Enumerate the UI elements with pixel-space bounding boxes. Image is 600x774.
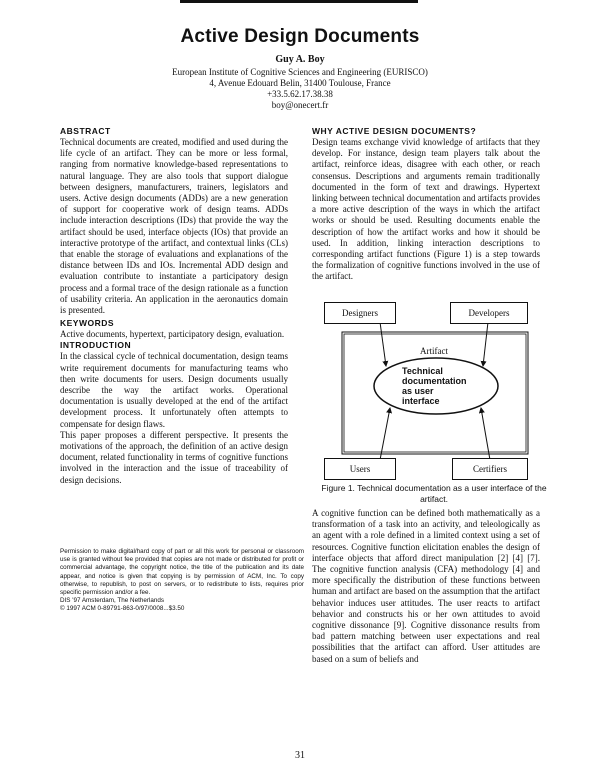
artifact-label: Artifact (420, 346, 448, 356)
intro-paragraph-1: In the classical cycle of technical documentation, design teams write requirement documents for manufacturing teams who then write documents for users. Design documents usually describe the way the artifact works. Operational documentation is usually developed at the end of the artifact development process. It unfortunately often attempts to compensate for design flaws. (60, 351, 288, 429)
intro-paragraph-2: This paper proposes a different perspective. It presents the motivations of the approach, the definition of an active design document, related functionality in terms of cognitive functions involved in the interaction and the issue of traceability of design decisions. (60, 429, 288, 485)
why-text: Design teams exchange vivid knowledge of artifacts that they develop. For instance, design team players talk about the artifact, reinforce ideas, disagree with each other, or reach consensus. Descriptions and arguments remain traditionally documented in the form of text and drawings. Hypertext linking between technical documentation and artifacts provides a more active description of the ways in which the artifact works or should be used. Resulting documents enable the description of how the artifact works and how it should be used. In addition, linking interaction descriptions to corresponding artifact functions (Figure 1) is a step towards the formalization of cognitive functions involved in the use of the artifact. (312, 137, 540, 282)
affiliation-phone: +33.5.62.17.38.38 (267, 89, 333, 99)
keywords-heading: KEYWORDS (60, 318, 115, 329)
page-number: 31 (295, 750, 305, 761)
users-box: Users (324, 458, 396, 480)
arrow-developers (483, 322, 488, 366)
author-name: Guy A. Boy (275, 54, 325, 65)
affiliation-email: boy@onecert.fr (271, 100, 329, 110)
why-heading: WHY ACTIVE DESIGN DOCUMENTS? (312, 126, 477, 136)
conference-venue: DIS '97 Amsterdam, The Netherlands (60, 597, 164, 605)
abstract-text: Technical documents are created, modified and used during the life cycle of an artifact. They can be more or less formal, ranging from normative knowledge-based representations to natural language. They are also tools that support dialogue between designers, manufacturers, trainers, legislators and users. Active design documents (ADDs) are a new generation of support for cooperative work of design teams. ADDs include interaction descriptions (IDs) that provide the way the artifact should be used, interface objects (IOs) that provide an interactive prototype of the artifact, and contextual links (CLs) that enable the storage of evaluations and explanations of the distance between IDs and IOs. Incremental ADD design and evaluation contribute to instantiate a participatory design process and a formal trace of the design rationale as a function of usability criteria. An application in the aeronautics domain is presented. (60, 137, 288, 316)
permission-notice (60, 548, 304, 614)
cognitive-function-text: A cognitive function can be defined both mathematically as a transformation of a task into an activity, and teleologically as an agent with a role defined in a limited context using a set of resources. Cognitive function elicitation enables the design of interface objects that afford direct manipulation [2] [4] [7]. The cognitive function analysis (CFA) methodology [4] and more specifically the distribution of these functions between human and artifact are based on the assumption that the artifact behavior induces user attitudes. The user reacts to artifact behavior and constructs his or her own attitudes to avoid cognitive dissonance [9]. Cognitive dissonance results from bad pattern matching between user expectations and real possibilities that the artifact can afford. User attitudes are based on a sum of beliefs and (312, 508, 540, 664)
right-column-bottom (312, 508, 540, 665)
top-rule (180, 0, 418, 3)
right-column-top (312, 126, 540, 283)
arrow-designers (380, 322, 386, 366)
affiliation-address: 4, Avenue Edouard Belin, 31400 Toulouse, France (209, 78, 391, 88)
intro-heading: INTRODUCTION (60, 340, 132, 351)
left-column (60, 126, 288, 486)
paper-title: Active Design Documents (180, 26, 420, 47)
keywords-text: Active documents, hypertext, participatory design, evaluation. (60, 329, 285, 340)
copyright-line: © 1997 ACM 0-89791-863-0/97/0008...$3.50 (60, 605, 185, 613)
designers-box: Designers (324, 302, 396, 324)
certifiers-box: Certifiers (452, 458, 528, 480)
developers-box: Developers (450, 302, 528, 324)
center-label: Technical documentation as user interface (402, 366, 467, 406)
figure-1-diagram (318, 300, 550, 482)
affiliation-institute: European Institute of Cognitive Sciences and Engineering (EURISCO) (172, 67, 428, 77)
figure-caption: Figure 1. Technical documentation as a user interface of the artifact. (321, 483, 547, 504)
permission-text: Permission to make digital/hard copy of part or all this work for personal or classroom use is granted without fee provided that copies are not made or distributed for profit or commercial advantage, the copyright notice, the title of the publication and its date appear, and notice is given that copying is by permission of ACM, Inc. To copy otherwise, to republish, to post on servers, or to redistribute to lists, requires prior specific permission and/or a fee. (60, 548, 304, 597)
abstract-heading: ABSTRACT (60, 126, 111, 136)
